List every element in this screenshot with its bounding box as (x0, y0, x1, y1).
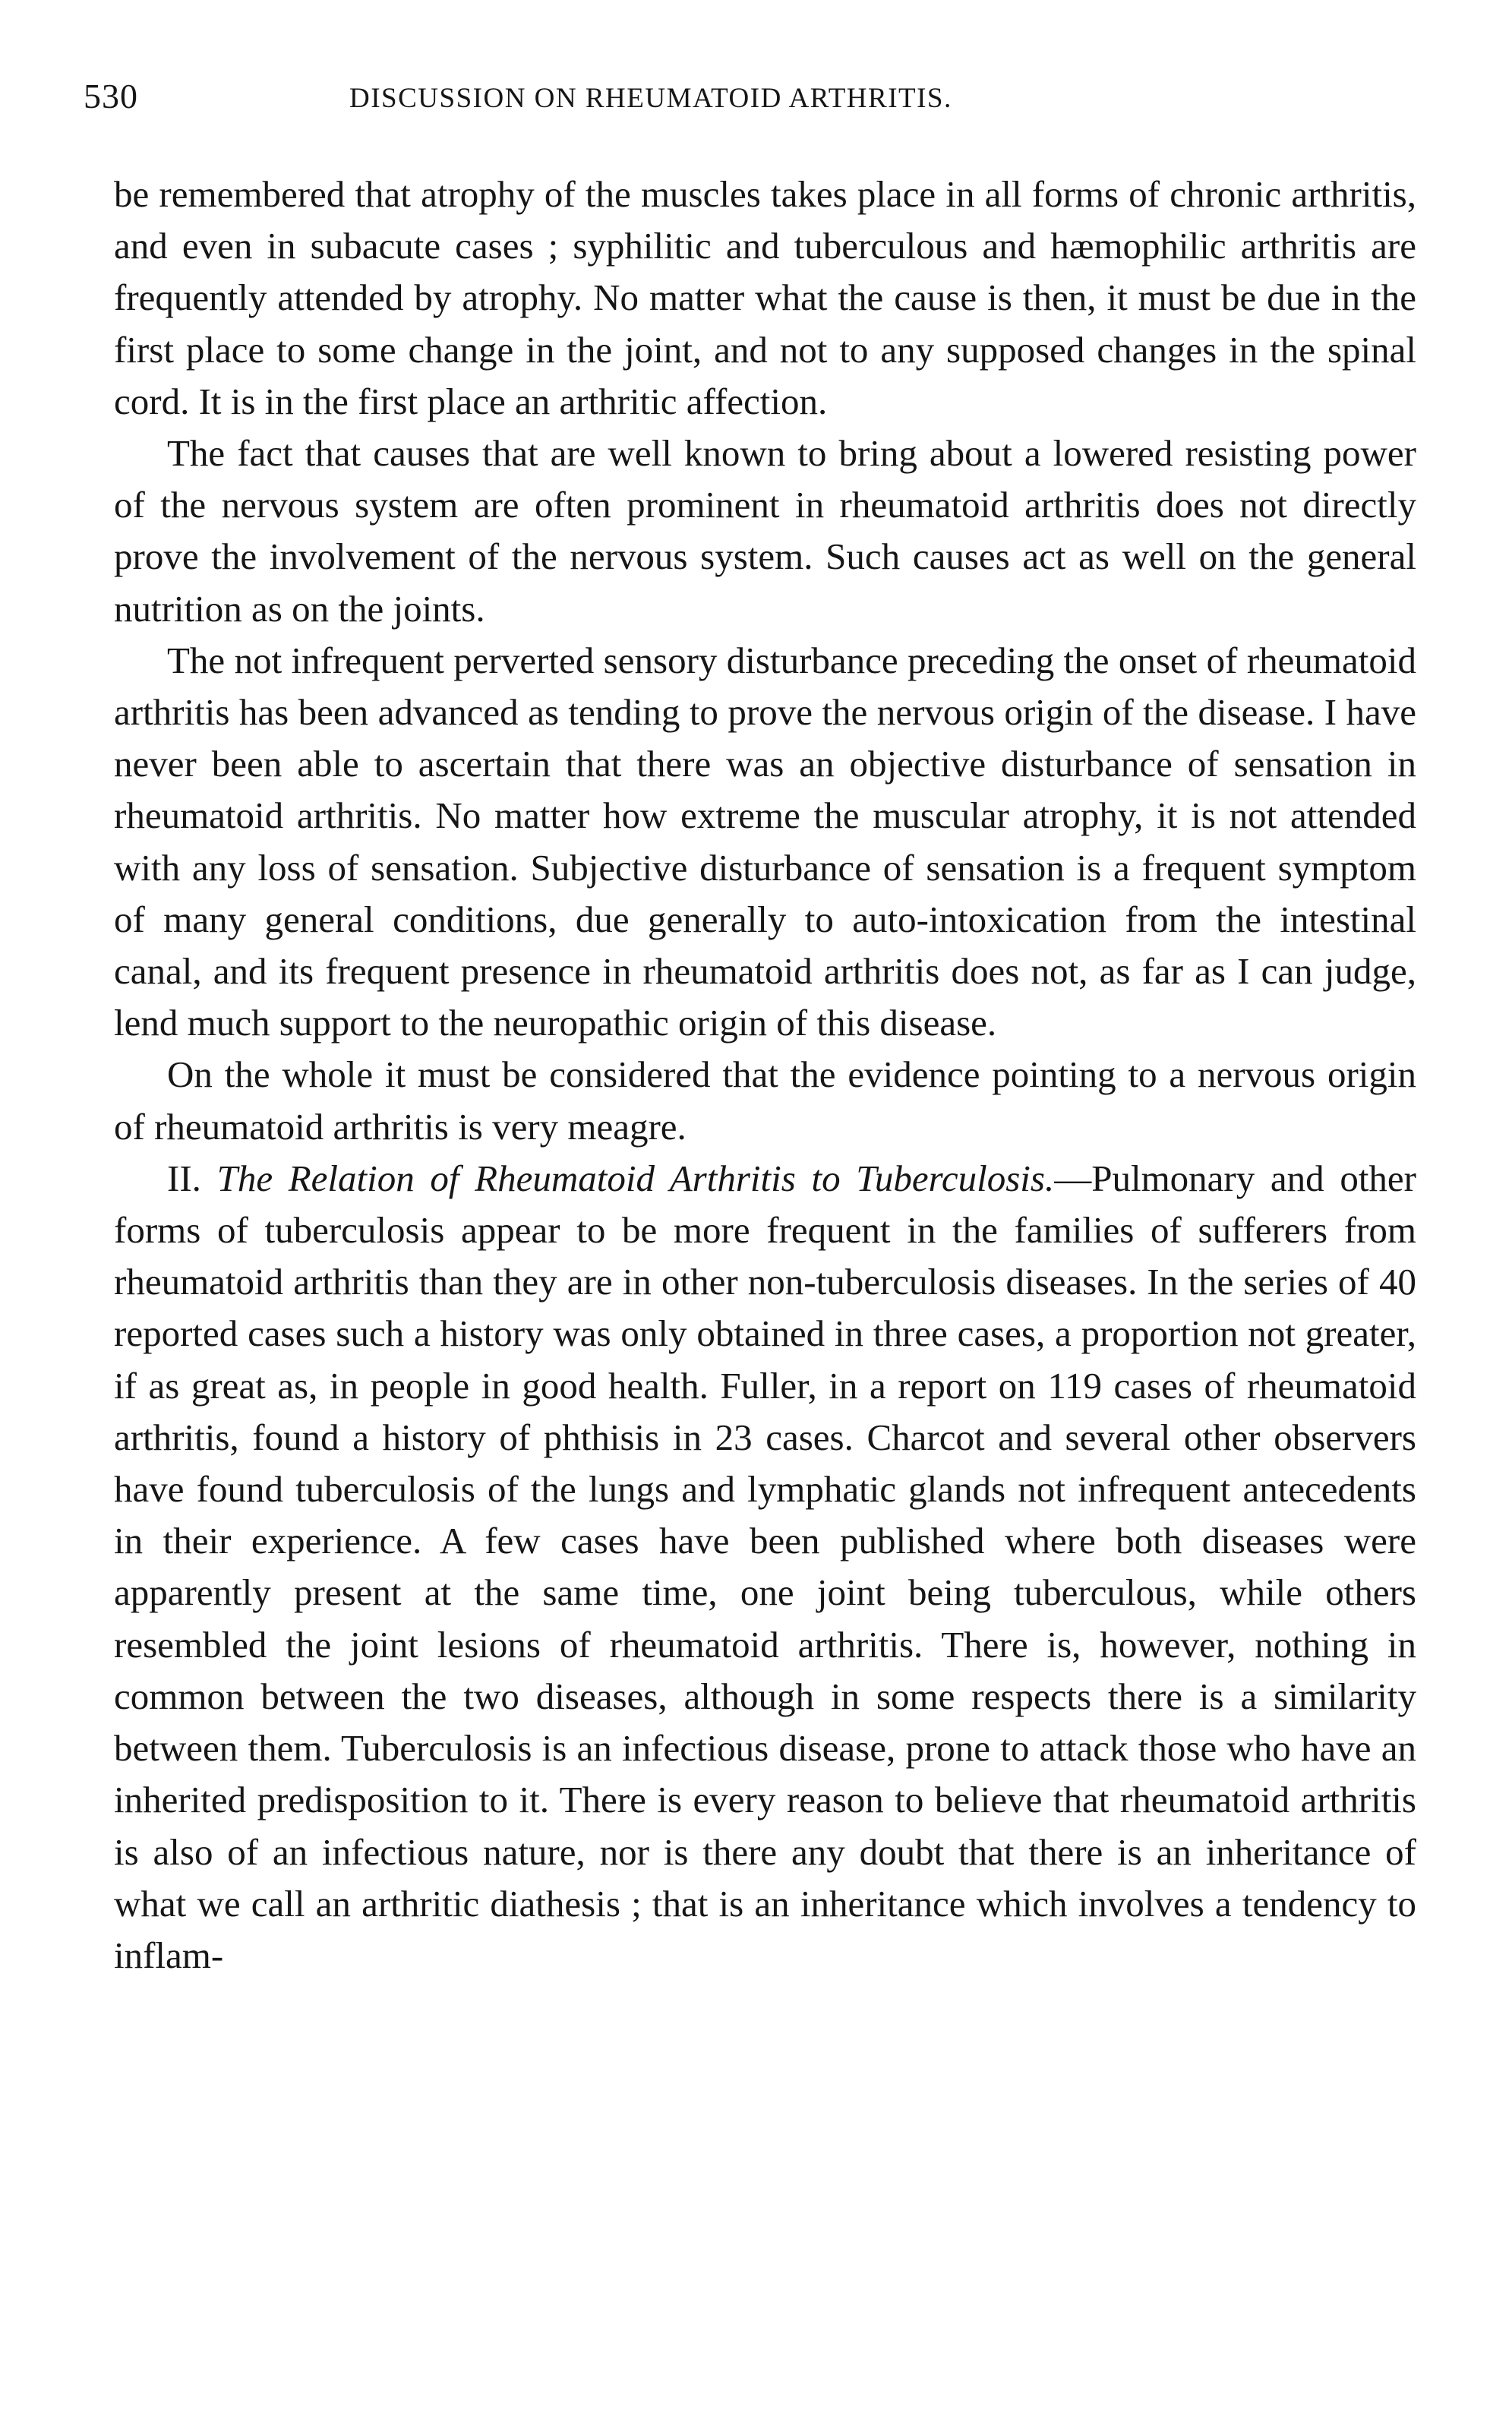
section-numeral: II. (167, 1157, 201, 1199)
paragraph-nervous-causes: The fact that causes that are well known to bring about a lowered resisting power of the nervous system are often prominent in rheumatoid arthritis does not directly prove the involvement of the nervous system. Such causes act as well on the general nutrition as on the joints. (114, 432, 1416, 630)
body-text (114, 169, 1416, 1981)
paragraph-tuberculosis-section (114, 1153, 1416, 1981)
page-number: 530 (84, 77, 138, 115)
page-header (84, 76, 1420, 129)
paragraph-continuation: be remembered that atrophy of the muscles takes place in all forms of chronic arthritis, and even in subacute cases ; syphilitic and tuberculous and hæmophilic arthritis are frequently attended by atrophy. No matter what the cause is then, it must be due in the first place to some change in the joint, and not to any supposed changes in the spinal cord. It is in the first place an arthritic affection. (114, 173, 1416, 422)
paragraph-sensory-disturbance: The not infrequent perverted sensory disturbance preceding the onset of rheumatoid arthritis has been advanced as tending to prove the nervous origin of the disease. I have never been able to ascertain that there was an objective disturbance of sensation in rheumatoid arthritis. No matter how extreme the muscular atrophy, it is not attended with any loss of sensation. Subjective disturbance of sensation is a frequent symptom of many general conditions, due generally to auto-intoxication from the intestinal canal, and its frequent presence in rheumatoid arthritis does not, as far as I can judge, lend much support to the neuropathic origin of this disease. (114, 639, 1416, 1044)
section-body: —Pulmonary and other forms of tuberculosis appear to be more frequent in the families of sufferers from rheumatoid arthritis than they are in other non-tuberculosis diseases. In the series of 40 reported cases such a history was only obtained in three cases, a proportion not greater, if as great as, in people in good health. Fuller, in a report on 119 cases of rheumatoid arthritis, found a history of phthisis in 23 cases. Charcot and several other observers have found tuberculosis of the lungs and lymphatic glands not infrequent antecedents in their experience. A few cases have been published where both diseases were apparently present at the same time, one joint being tuberculous, while others resembled the joint lesions of rheumatoid arthritis. There is, however, nothing in common between the two diseases, although in some respects there is a similarity between them. Tuberculosis is an infectious disease, prone to attack those who have an inherited predisposition to it. There is every reason to believe that rheumatoid arthritis is also of an infectious nature, nor is there any doubt that there is an inheritance of what we call an arthritic diathesis ; that is an inheritance which involves a tendency to inflam- (114, 1157, 1416, 1976)
paragraph-conclusion: On the whole it must be considered that the evidence pointing to a nervous origin of rheumatoid arthritis is very meagre. (114, 1053, 1416, 1148)
running-title: DISCUSSION ON RHEUMATOID ARTHRITIS. (349, 83, 952, 114)
section-heading: The Relation of Rheumatoid Arthritis to Tuberculosis. (216, 1157, 1055, 1199)
